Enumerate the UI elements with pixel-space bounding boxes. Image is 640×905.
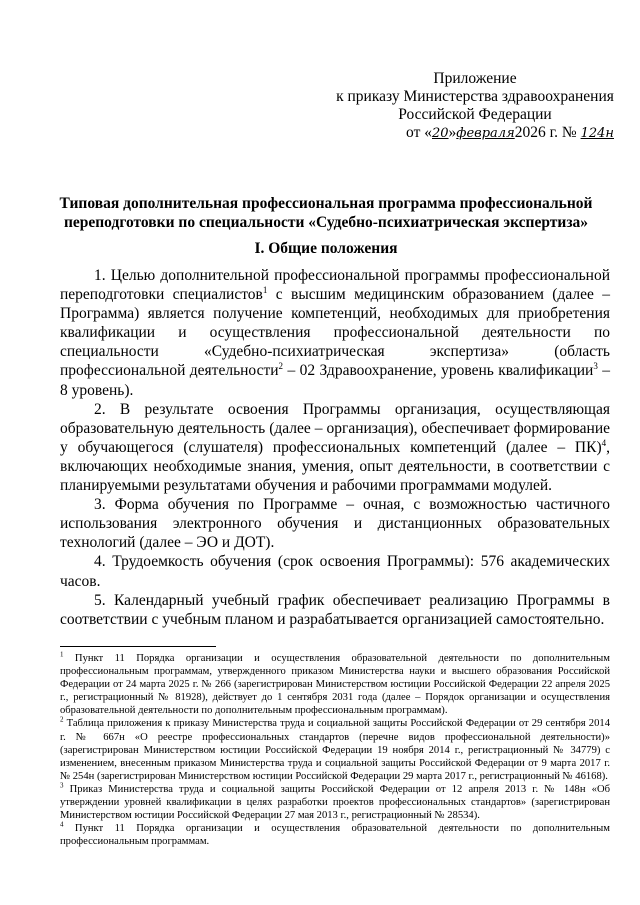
handwritten-month: февраля (456, 126, 515, 141)
footnote-ref-3: 3 (593, 361, 598, 372)
footnote-ref-4: 4 (601, 437, 607, 448)
paragraph-4: 4. Трудоемкость обучения (срок освоения Программы): 576 академических часов. (60, 553, 610, 590)
section-heading: I. Общие положения (254, 240, 398, 257)
appendix-label: Приложение (433, 70, 517, 87)
footnote-3: $^3$ Приказ Министерства труда и социальной защиты Российской Федерации от 12 апреля 2013 г. № 148н «Об утверждении уровней квалификации в целях разработки проектов профессиональных стандартов» (зарегистрирован Министерством юстиции Российской Федерации 27 мая 2013 г., регистрационный № 28534). (60, 781, 610, 822)
footnote-4: $^4$ Пункт 11 Порядка организации и осуществления образовательной деятельности по дополнительным профессиональным программам. (60, 820, 610, 848)
paragraph-3: 3. Форма обучения по Программе – очная, с возможностью частичного использования электронного обучения и дистанционных образовательных технологий (далее – ЭО и ДОТ). (60, 496, 610, 552)
document-body (60, 266, 610, 629)
appendix-header (330, 70, 620, 143)
footnotes (60, 652, 610, 848)
order-date-line: от «20»февраля2026 г. № 124н (406, 124, 614, 141)
paragraph-5: 5. Календарный учебный график обеспечивает реализацию Программы в соответствии с учебным планом и разрабатывается организацией самостоятельно. (60, 591, 610, 628)
order-reference: к приказу Министерства здравоохранения (336, 88, 614, 105)
footnote-ref-1: 1 (262, 284, 268, 295)
footnote-divider (60, 646, 216, 647)
handwritten-order-number: 124н (580, 126, 614, 141)
paragraph-2: 2. В результате освоения Программы организация, осуществляющая образовательную деятельность (далее – организация), обеспечивает формирование у обучающегося (слушателя) профессиональных компетенций (далее – ПК)$^4$, включающих необходимые знания, умения, опыт деятельности, в соответствии с планируемыми результатами обучения и рабочими программами модулей. (60, 400, 610, 495)
handwritten-day: 20 (432, 126, 449, 141)
footnote-1: $^1$ Пункт 11 Порядка организации и осуществления образовательной деятельности по дополнительным профессиональным программам, утвержденного приказом Министерства науки и высшего образования Российской Федерации от 24 марта 2025 г. № 266 (зарегистрирован Министерством юстиции Российской Федерации 22 апреля 2025 г., регистрационный № 81928), действует до 1 сентября 2031 года (далее – Порядок организации и осуществления образовательной деятельности по дополнительным профессиональным программам). (60, 650, 610, 717)
paragraph-1: 1. Целью дополнительной профессиональной программы профессиональной переподготовки специалистов$^1$ с высшим медицинским образованием (далее – Программа) является получение компетенций, необходимых для приобретения квалификации и осуществления профессиональной деятельности по специальности «Судебно-психиатрическая экспертиза» (область профессиональной деятельности$^2$ – 02 Здравоохранение, уровень квалификации$^3$ – 8 уровень). (60, 267, 611, 399)
country-name: Российской Федерации (398, 106, 552, 123)
footnote-ref-2: 2 (278, 361, 284, 372)
document-title: Типовая дополнительная профессиональная программа профессиональной переподготовки по специальности «Судебно-психиатрическая экспертиза» (59, 195, 593, 231)
footnote-2: $^2$ Таблица приложения к приказу Министерства труда и социальной защиты Российской Федерации от 29 сентября 2014 г. № 667н «О реестре профессиональных стандартов (перечне видов профессиональной деятельности)» (зарегистрирован Министерством юстиции Российской Федерации 19 ноября 2014 г., регистрационный № 34779) с изменением, внесенным приказом Министерства труда и социальной защиты Российской Федерации от 9 марта 2017 г. № 254н (зарегистрирован Министерством юстиции Российской Федерации 29 марта 2017 г., регистрационный № 46168). (60, 715, 610, 782)
